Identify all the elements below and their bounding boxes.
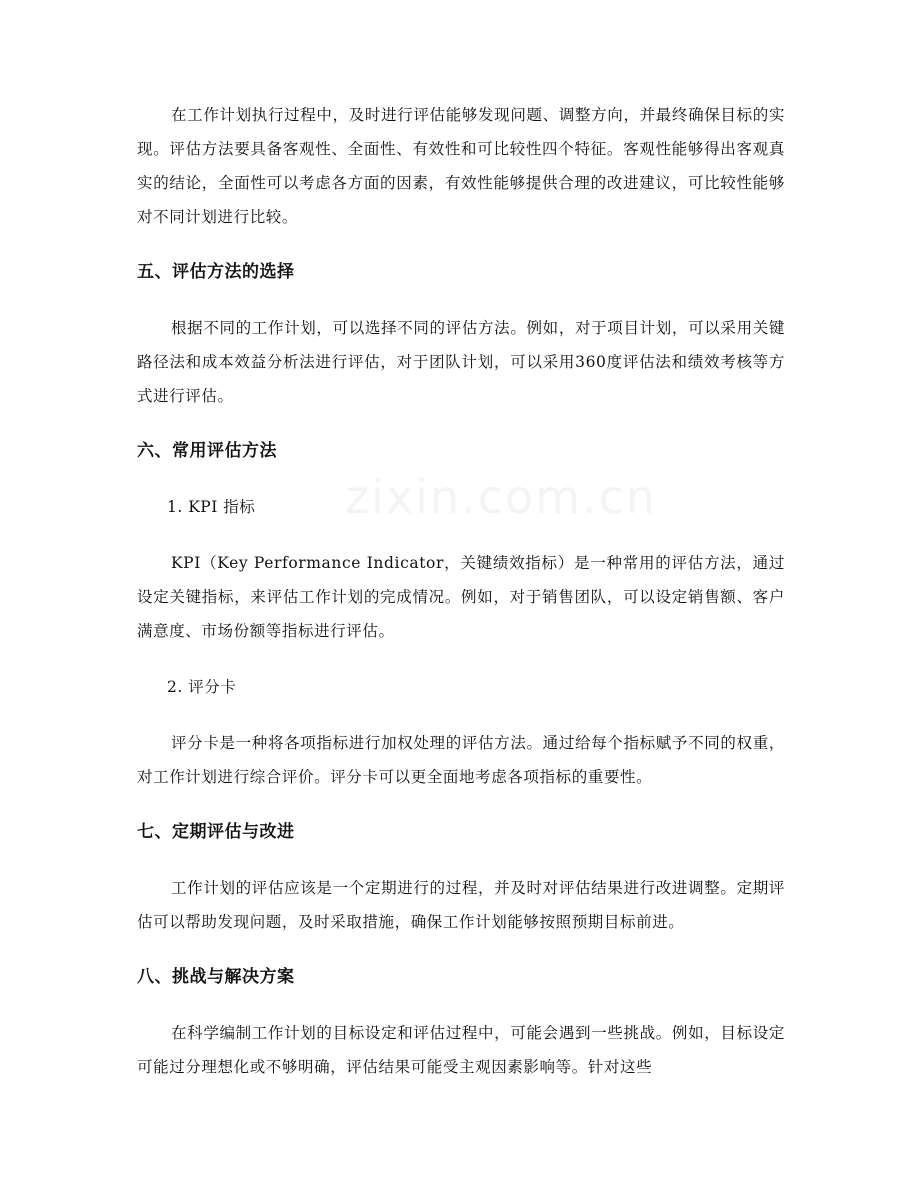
heading-periodic-evaluation: 七、定期评估与改进 <box>137 822 295 842</box>
heading-common-methods: 六、常用评估方法 <box>137 441 277 461</box>
subheading-scorecard: 2. 评分卡 <box>167 678 237 696</box>
paragraph-kpi: KPI（Key Performance Indicator，关键绩效指标）是一种常用的评估方法，通过设定关键指标，来评估工作计划的完成情况。例如，对于销售团队，可以设定销售额、客户满意度、市场份额等指标进行评估。 <box>137 554 785 640</box>
document-body <box>137 98 785 1084</box>
paragraph-evaluation-intro: 在工作计划执行过程中，及时进行评估能够发现问题、调整方向，并最终确保目标的实现。评估方法要具备客观性、全面性、有效性和可比较性四个特征。客观性能够得出客观真实的结论，全面性可以考虑各方面的因素，有效性能够提供合理的改进建议，可比较性能够对不同计划进行比较。 <box>137 106 785 226</box>
watermark: zixin.com.cn <box>345 470 658 524</box>
heading-method-selection: 五、评估方法的选择 <box>137 262 295 282</box>
heading-challenges: 八、挑战与解决方案 <box>137 967 295 987</box>
subheading-kpi: 1. KPI 指标 <box>167 498 256 516</box>
paragraph-scorecard: 评分卡是一种将各项指标进行加权处理的评估方法。通过给每个指标赋予不同的权重，对工作计划进行综合评价。评分卡可以更全面地考虑各项指标的重要性。 <box>137 734 785 786</box>
paragraph-periodic-evaluation: 工作计划的评估应该是一个定期进行的过程，并及时对评估结果进行改进调整。定期评估可以帮助发现问题，及时采取措施，确保工作计划能够按照预期目标前进。 <box>137 879 785 931</box>
paragraph-challenges: 在科学编制工作计划的目标设定和评估过程中，可能会遇到一些挑战。例如，目标设定可能过分理想化或不够明确，评估结果可能受主观因素影响等。针对这些 <box>137 1024 785 1076</box>
paragraph-method-selection: 根据不同的工作计划，可以选择不同的评估方法。例如，对于项目计划，可以采用关键路径法和成本效益分析法进行评估，对于团队计划，可以采用360度评估法和绩效考核等方式进行评估。 <box>137 319 785 405</box>
